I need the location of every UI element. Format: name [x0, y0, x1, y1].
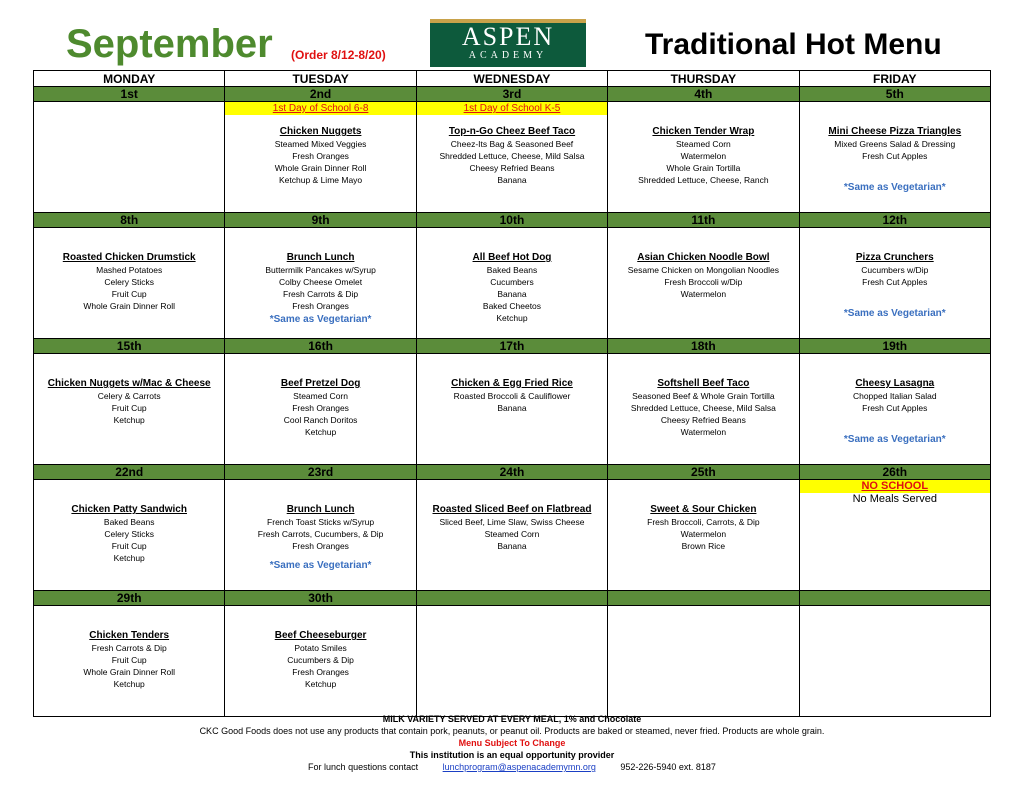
vegetarian-note: *Same as Vegetarian* [269, 314, 372, 325]
side-item: Fresh Carrots, Cucumbers, & Dip [257, 529, 384, 539]
side-item: Steamed Mixed Veggies [274, 139, 367, 149]
date-row [34, 591, 991, 606]
side-item: Fruit Cup [111, 541, 147, 551]
meal-cell [416, 102, 607, 213]
contact-email-link[interactable]: lunchprogram@aspenacademymn.org [442, 762, 596, 772]
date-label [799, 591, 990, 606]
side-item: Roasted Broccoli & Cauliflower [453, 391, 571, 401]
side-item: Banana [497, 175, 527, 185]
main-dish: Brunch Lunch [286, 252, 355, 263]
date-label: 19th [799, 339, 990, 354]
date-row [34, 87, 991, 102]
side-item: Cool Ranch Doritos [283, 415, 358, 425]
meal-cell [225, 228, 416, 339]
main-dish: Chicken Tender Wrap [652, 126, 755, 137]
logo-line1: ASPEN [461, 22, 555, 51]
side-item: Watermelon [680, 529, 727, 539]
meal-cell [799, 480, 990, 591]
side-item: Buttermilk Pancakes w/Syrup [265, 265, 376, 275]
main-dish: Softshell Beef Taco [657, 378, 750, 389]
date-label: 15th [34, 339, 225, 354]
side-item: Cucumbers w/Dip [861, 265, 929, 275]
side-item: Sesame Chicken on Mongolian Noodles [627, 265, 779, 275]
contact-phone: 952-226-5940 ext. 8187 [620, 762, 716, 772]
ckc-note: CKC Good Foods does not use any products that contain pork, peanuts, or peanut oil. Products are baked or steamed, never fried. Products are whole grain. [199, 726, 825, 736]
equal-opportunity: This institution is an equal opportunity provider [409, 750, 615, 760]
date-label: 11th [608, 213, 799, 228]
month-title: September [66, 22, 273, 66]
side-item: Fresh Oranges [292, 667, 349, 677]
meal-row [34, 606, 991, 717]
aspen-academy-logo [430, 19, 586, 67]
meal-cell [799, 354, 990, 465]
side-item: Cheesy Refried Beans [469, 163, 555, 173]
main-dish: Mini Cheese Pizza Triangles [828, 126, 962, 137]
date-label: 30th [225, 591, 416, 606]
side-item: Baked Beans [103, 517, 155, 527]
side-item: Shredded Lettuce, Cheese, Ranch [638, 175, 769, 185]
meal-cell [608, 606, 799, 717]
first-day-banner: 1st Day of School K-5 [417, 102, 607, 115]
date-label [416, 591, 607, 606]
side-item: Banana [497, 403, 527, 413]
vegetarian-note: *Same as Vegetarian* [843, 182, 946, 193]
meal-cell [225, 606, 416, 717]
date-label: 24th [416, 465, 607, 480]
side-item: Celery Sticks [104, 529, 154, 539]
menu-calendar [33, 70, 991, 717]
side-item: Mixed Greens Salad & Dressing [834, 139, 956, 149]
date-row [34, 465, 991, 480]
main-dish: Chicken Nuggets w/Mac & Cheese [47, 378, 211, 389]
meal-row [34, 102, 991, 213]
main-dish: Cheesy Lasagna [855, 378, 935, 389]
meal-cell [608, 354, 799, 465]
main-dish: All Beef Hot Dog [472, 252, 552, 263]
side-item: Fresh Cut Apples [862, 151, 928, 161]
side-item: Colby Cheese Omelet [279, 277, 363, 287]
side-item: Whole Grain Dinner Roll [274, 163, 367, 173]
menu-title: Traditional Hot Menu [645, 28, 942, 61]
side-item: Watermelon [680, 151, 727, 161]
main-dish: Roasted Sliced Beef on Flatbread [432, 504, 592, 515]
side-item: Ketchup [113, 415, 145, 425]
date-label: 16th [225, 339, 416, 354]
side-item: Fruit Cup [111, 289, 147, 299]
date-label: 10th [416, 213, 607, 228]
side-item: Watermelon [680, 289, 727, 299]
side-item: Steamed Corn [675, 139, 731, 149]
meal-cell [608, 228, 799, 339]
no-school-banner: NO SCHOOL [800, 480, 990, 493]
date-label: 4th [608, 87, 799, 102]
main-dish: Beef Pretzel Dog [280, 378, 361, 389]
side-item: Fruit Cup [111, 655, 147, 665]
meal-cell [608, 480, 799, 591]
vegetarian-note: *Same as Vegetarian* [843, 308, 946, 319]
meal-cell [225, 354, 416, 465]
side-item: Brown Rice [681, 541, 726, 551]
main-dish: Top-n-Go Cheez Beef Taco [448, 126, 576, 137]
main-dish: Pizza Crunchers [855, 252, 934, 263]
side-item: Mashed Potatoes [96, 265, 163, 275]
meal-cell [799, 606, 990, 717]
side-item: Celery & Carrots [97, 391, 161, 401]
side-item: Fresh Cut Apples [862, 403, 928, 413]
meal-cell [34, 228, 225, 339]
side-item: Seasoned Beef & Whole Grain Tortilla [632, 391, 775, 401]
date-label: 1st [34, 87, 225, 102]
vegetarian-note: *Same as Vegetarian* [269, 560, 372, 571]
date-label: 26th [799, 465, 990, 480]
side-item: Ketchup [304, 679, 337, 689]
weekday-header: MONDAY [34, 71, 225, 87]
meal-cell [416, 480, 607, 591]
meal-cell [34, 354, 225, 465]
meal-row [34, 480, 991, 591]
side-item: Whole Grain Dinner Roll [83, 301, 176, 311]
main-dish: Roasted Chicken Drumstick [62, 252, 196, 263]
date-label: 12th [799, 213, 990, 228]
vegetarian-note: *Same as Vegetarian* [843, 434, 946, 445]
subject-to-change: Menu Subject To Change [458, 738, 566, 748]
side-item: Fresh Oranges [292, 541, 349, 551]
weekday-header: WEDNESDAY [416, 71, 607, 87]
main-dish: Asian Chicken Noodle Bowl [637, 252, 770, 263]
side-item: Watermelon [680, 427, 727, 437]
side-item: Whole Grain Dinner Roll [83, 667, 176, 677]
side-item: Cucumbers [490, 277, 534, 287]
main-dish: Chicken Tenders [89, 630, 170, 641]
meal-cell [799, 102, 990, 213]
side-item: Fresh Cut Apples [862, 277, 928, 287]
date-label: 3rd [416, 87, 607, 102]
no-meals-note: No Meals Served [852, 493, 937, 505]
meal-cell [416, 354, 607, 465]
contact-label: For lunch questions contact [308, 762, 419, 772]
main-dish: Chicken Patty Sandwich [71, 504, 187, 515]
side-item: French Toast Sticks w/Syrup [267, 517, 375, 527]
side-item: Fresh Oranges [292, 151, 349, 161]
date-label [608, 591, 799, 606]
side-item: Ketchup [113, 553, 145, 563]
side-item: Ketchup & Lime Mayo [279, 175, 363, 185]
side-item: Fresh Broccoli w/Dip [664, 277, 743, 287]
side-item: Potato Smiles [294, 643, 347, 653]
main-dish: Chicken & Egg Fried Rice [451, 378, 573, 389]
side-item: Sliced Beef, Lime Slaw, Swiss Cheese [439, 517, 585, 527]
side-item: Chopped Italian Salad [852, 391, 937, 401]
side-item: Celery Sticks [104, 277, 154, 287]
date-label: 2nd [225, 87, 416, 102]
meal-cell [34, 102, 225, 213]
date-label: 9th [225, 213, 416, 228]
side-item: Ketchup [304, 427, 337, 437]
order-dates: (Order 8/12-8/20) [291, 48, 386, 62]
main-dish: Sweet & Sour Chicken [650, 504, 757, 515]
side-item: Fresh Oranges [292, 403, 349, 413]
side-item: Fresh Oranges [292, 301, 349, 311]
date-label: 23rd [225, 465, 416, 480]
date-label: 5th [799, 87, 990, 102]
meal-cell [608, 102, 799, 213]
side-item: Cheesy Refried Beans [660, 415, 746, 425]
date-row [34, 339, 991, 354]
date-label: 18th [608, 339, 799, 354]
milk-note: MILK VARIETY SERVED AT EVERY MEAL, 1% and Chocolate [382, 714, 642, 724]
meal-cell [225, 102, 416, 213]
meal-row [34, 354, 991, 465]
side-item: Banana [497, 289, 527, 299]
date-row [34, 213, 991, 228]
side-item: Steamed Corn [293, 391, 348, 401]
weekday-header: FRIDAY [799, 71, 990, 87]
main-dish: Chicken Nuggets [279, 126, 362, 137]
main-dish: Beef Cheeseburger [274, 630, 367, 641]
meal-row [34, 228, 991, 339]
side-item: Ketchup [113, 679, 145, 689]
side-item: Fruit Cup [111, 403, 147, 413]
side-item: Whole Grain Tortilla [666, 163, 741, 173]
main-dish: Brunch Lunch [286, 504, 355, 515]
meal-cell [799, 228, 990, 339]
side-item: Steamed Corn [484, 529, 540, 539]
meal-cell [34, 606, 225, 717]
meal-cell [416, 228, 607, 339]
side-item: Ketchup [496, 313, 528, 323]
side-item: Cucumbers & Dip [287, 655, 354, 665]
side-item: Fresh Carrots & Dip [283, 289, 359, 299]
weekday-header: TUESDAY [225, 71, 416, 87]
side-item: Fresh Carrots & Dip [91, 643, 167, 653]
date-label: 8th [34, 213, 225, 228]
meal-cell [416, 606, 607, 717]
date-label: 29th [34, 591, 225, 606]
side-item: Baked Cheetos [482, 301, 542, 311]
meal-cell [34, 480, 225, 591]
side-item: Fresh Broccoli, Carrots, & Dip [647, 517, 760, 527]
date-label: 17th [416, 339, 607, 354]
side-item: Cheez-Its Bag & Seasoned Beef [450, 139, 574, 149]
weekday-header-row [34, 71, 991, 87]
side-item: Shredded Lettuce, Cheese, Mild Salsa [630, 403, 776, 413]
side-item: Banana [497, 541, 527, 551]
side-item: Shredded Lettuce, Cheese, Mild Salsa [439, 151, 585, 161]
meal-cell [225, 480, 416, 591]
date-label: 22nd [34, 465, 225, 480]
side-item: Baked Beans [486, 265, 538, 275]
logo-line2: ACADEMY [468, 50, 548, 61]
contact-line [0, 762, 1024, 772]
first-day-banner: 1st Day of School 6-8 [225, 102, 415, 115]
weekday-header: THURSDAY [608, 71, 799, 87]
date-label: 25th [608, 465, 799, 480]
